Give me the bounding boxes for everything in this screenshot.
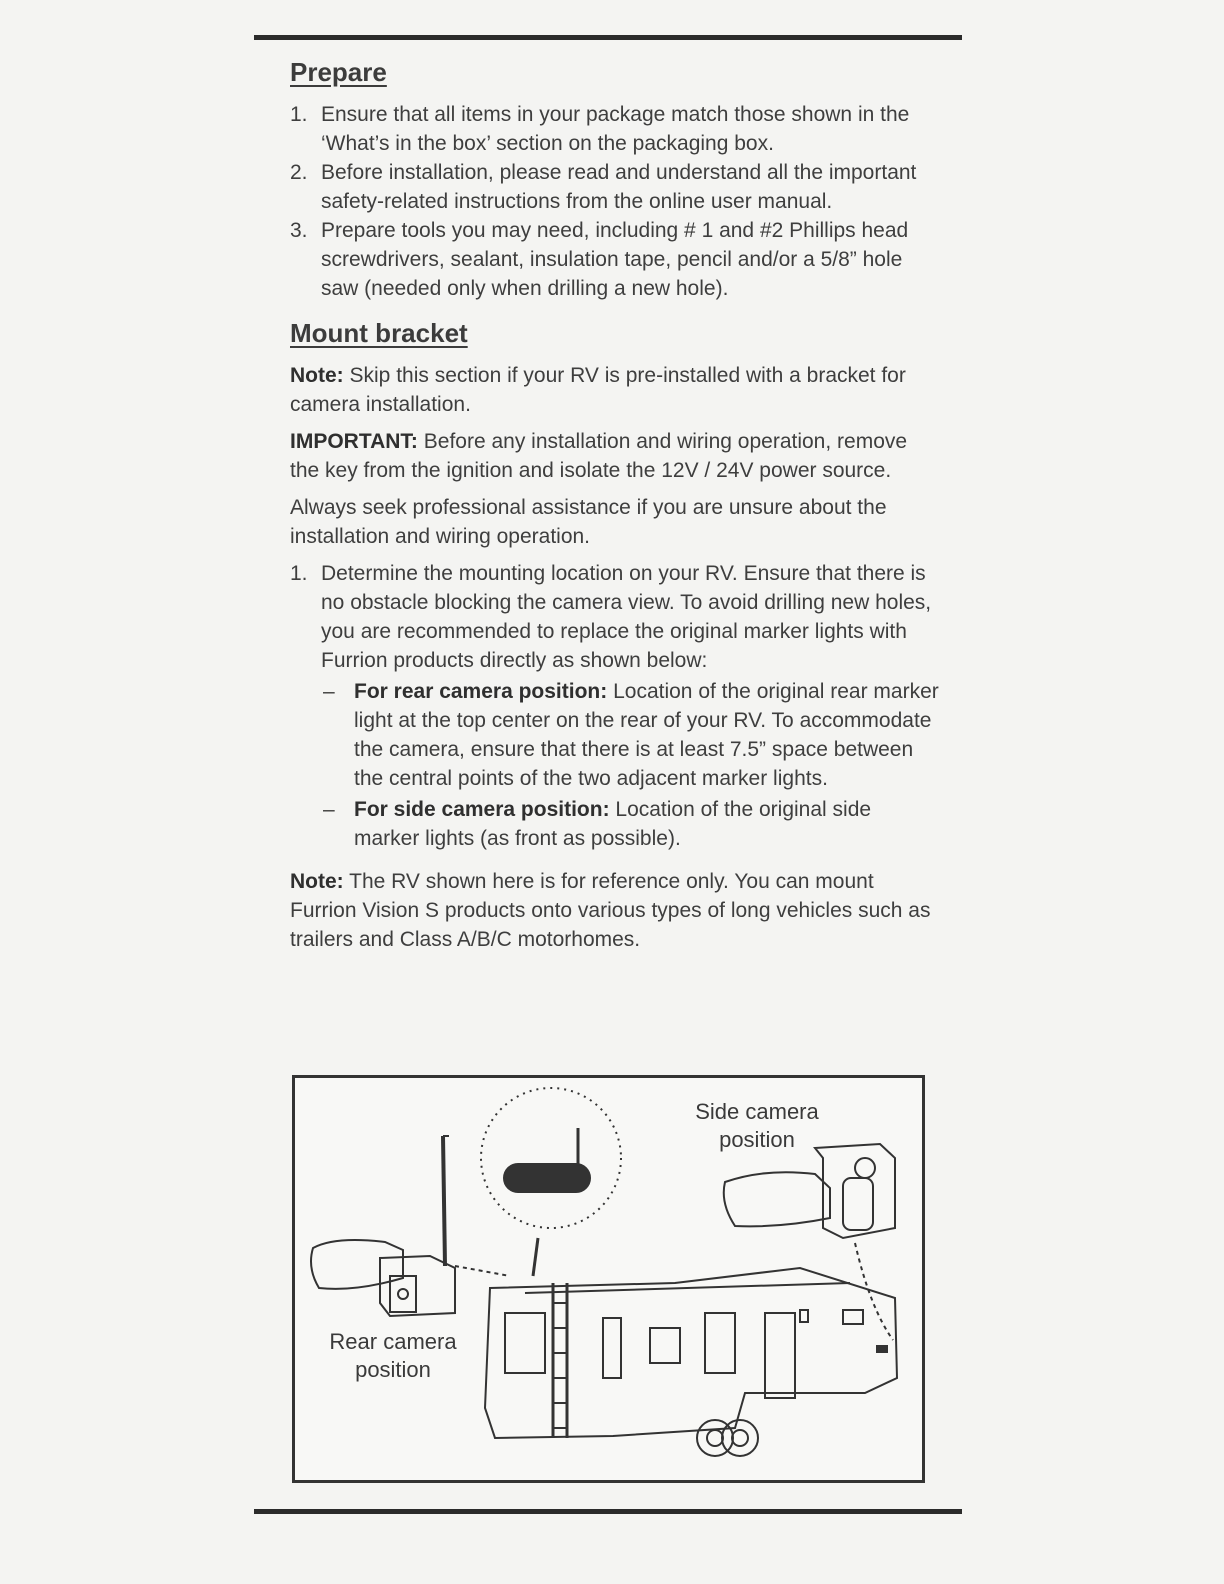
mount-steps bbox=[290, 559, 940, 675]
note-text: The RV shown here is for reference only. You can mount Furrion Vision S products onto various types of long vehicles such as trailers and Class A/B/C motorhomes. bbox=[290, 870, 931, 951]
note-label: Note: bbox=[290, 870, 344, 893]
step-text: Prepare tools you may need, including # 1 and #2 Phillips head screwdrivers, sealant, insulation tape, pencil and/or a 5/8” hole saw (needed only when drilling a new hole). bbox=[321, 219, 909, 300]
important-label: IMPORTANT: bbox=[290, 430, 418, 453]
prepare-steps bbox=[290, 100, 940, 303]
rear-camera-label: Rear camera position bbox=[329, 1329, 457, 1382]
assistance-paragraph: Always seek professional assistance if you are unsure about the installation and wiring operation. bbox=[290, 496, 887, 548]
bullet-dash: – bbox=[323, 798, 335, 821]
position-bullets bbox=[290, 677, 940, 853]
mount-heading: Mount bracket bbox=[290, 318, 468, 348]
note-paragraph-2 bbox=[290, 867, 940, 954]
side-camera-icon bbox=[724, 1144, 895, 1238]
bullet-dash: – bbox=[323, 680, 335, 703]
bullet-label: For side camera position: bbox=[354, 798, 610, 821]
marker-light-icon bbox=[504, 1164, 590, 1192]
rv-trailer-icon bbox=[485, 1268, 897, 1456]
step-text: Determine the mounting location on your RV. Ensure that there is no obstacle blocking the camera view. To avoid drilling new holes, you are recommended to replace the original marker lights with Furrion products directly as shown below: bbox=[321, 562, 932, 672]
zoom-circle bbox=[481, 1088, 621, 1228]
list-item bbox=[290, 216, 940, 303]
list-item bbox=[290, 559, 940, 675]
bullet-text: Location of the original rear marker light at the top center on the rear of your RV. To accommodate the camera, ensure that there is at least 7.5” space between the central points of the two adjacent marker lights. bbox=[354, 680, 939, 790]
rear-camera-icon bbox=[311, 1136, 455, 1316]
instructions-content bbox=[290, 52, 940, 962]
bullet-label: For rear camera position: bbox=[354, 680, 608, 703]
list-item bbox=[323, 795, 940, 853]
step-text: Before installation, please read and understand all the important safety-related instructions from the online user manual. bbox=[321, 161, 917, 213]
step-number: 1. bbox=[290, 103, 308, 126]
important-text: Before any installation and wiring operation, remove the key from the ignition and isolate the 12V / 24V power source. bbox=[290, 430, 908, 482]
list-item bbox=[290, 100, 940, 158]
mount-section bbox=[290, 313, 940, 954]
note-paragraph bbox=[290, 361, 940, 419]
note-text: Skip this section if your RV is pre-installed with a bracket for camera installation. bbox=[290, 364, 906, 416]
step-number: 3. bbox=[290, 219, 308, 242]
step-number: 1. bbox=[290, 562, 308, 585]
bottom-rule bbox=[254, 1509, 962, 1514]
rv-camera-figure bbox=[292, 1075, 925, 1483]
step-text: Ensure that all items in your package match those shown in the ‘What’s in the box’ section on the packaging box. bbox=[321, 103, 910, 155]
side-camera-label: Side camera position bbox=[695, 1099, 819, 1152]
list-item bbox=[323, 677, 940, 793]
note-label: Note: bbox=[290, 364, 344, 387]
bullet-text: Location of the original side marker lights (as front as possible). bbox=[354, 798, 872, 850]
top-rule bbox=[254, 35, 962, 40]
step-number: 2. bbox=[290, 161, 308, 184]
important-paragraph bbox=[290, 427, 940, 485]
list-item bbox=[290, 158, 940, 216]
prepare-heading: Prepare bbox=[290, 57, 387, 87]
